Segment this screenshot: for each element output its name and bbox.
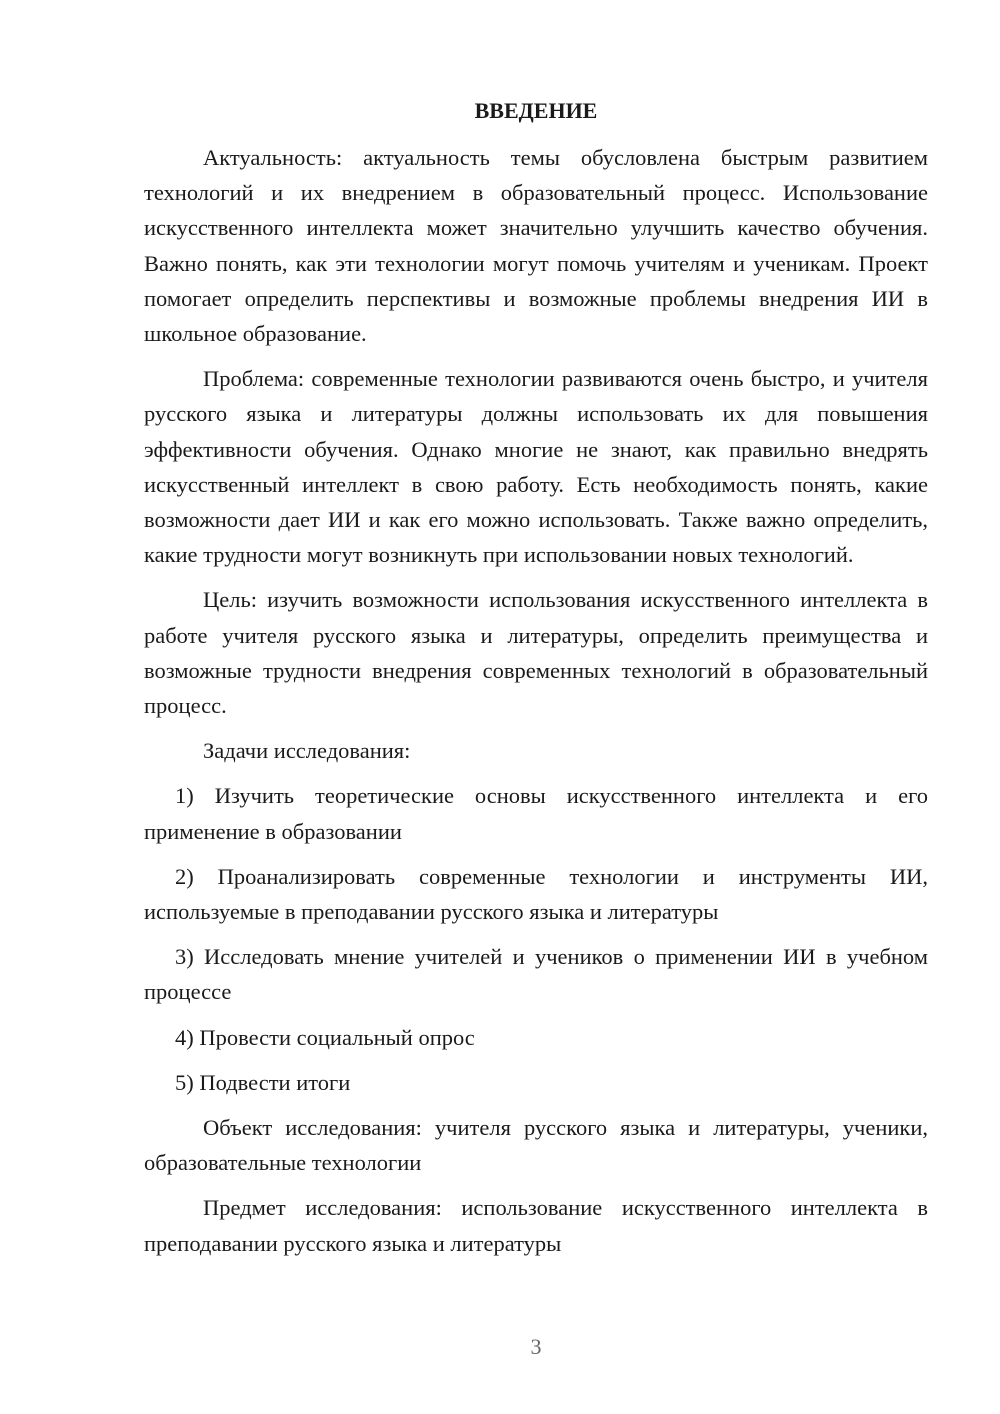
task-item-1: 1) Изучить теоретические основы искусственного интеллекта и его применение в образовании — [144, 783, 928, 844]
subject-paragraph: Предмет исследования: использование искусственного интеллекта в преподавании русского языка и литературы — [144, 1195, 928, 1256]
relevance-paragraph: Актуальность: актуальность темы обусловлена быстрым развитием технологий и их внедрением в образовательный процесс. Использование искусственного интеллекта может значительно улучшить качество обучения. Важно понять, как эти технологии могут помочь учителям и ученикам. Проект помогает определить перспективы и возможные проблемы внедрения ИИ в школьное образование. — [144, 145, 928, 347]
document-page — [144, 96, 928, 1261]
task-item-5: 5) Подвести итоги — [175, 1069, 351, 1095]
page-number: 3 — [530, 1334, 542, 1359]
tasks-title: Задачи исследования: — [203, 738, 411, 764]
object-paragraph: Объект исследования: учителя русского языка и литературы, ученики, образовательные технологии — [144, 1115, 928, 1176]
problem-paragraph: Проблема: современные технологии развиваются очень быстро, и учителя русского языка и литературы должны использовать их для повышения эффективности обучения. Однако многие не знают, как правильно внедрять искусственный интеллект в свою работу. Есть необходимость понять, какие возможности дает ИИ и как его можно использовать. Также важно определить, какие трудности могут возникнуть при использовании новых технологий. — [144, 366, 928, 568]
goal-paragraph: Цель: изучить возможности использования искусственного интеллекта в работе учителя русского языка и литературы, определить преимущества и возможные трудности внедрения современных технологий в образовательный процесс. — [144, 587, 928, 719]
task-item-2: 2) Проанализировать современные технологии и инструменты ИИ, используемые в преподавании русского языка и литературы — [144, 863, 928, 925]
section-heading: ВВЕДЕНИЕ — [474, 98, 598, 123]
task-item-3: 3) Исследовать мнение учителей и учеников о применении ИИ в учебном процессе — [144, 944, 928, 1005]
task-item-4: 4) Провести социальный опрос — [175, 1024, 475, 1050]
